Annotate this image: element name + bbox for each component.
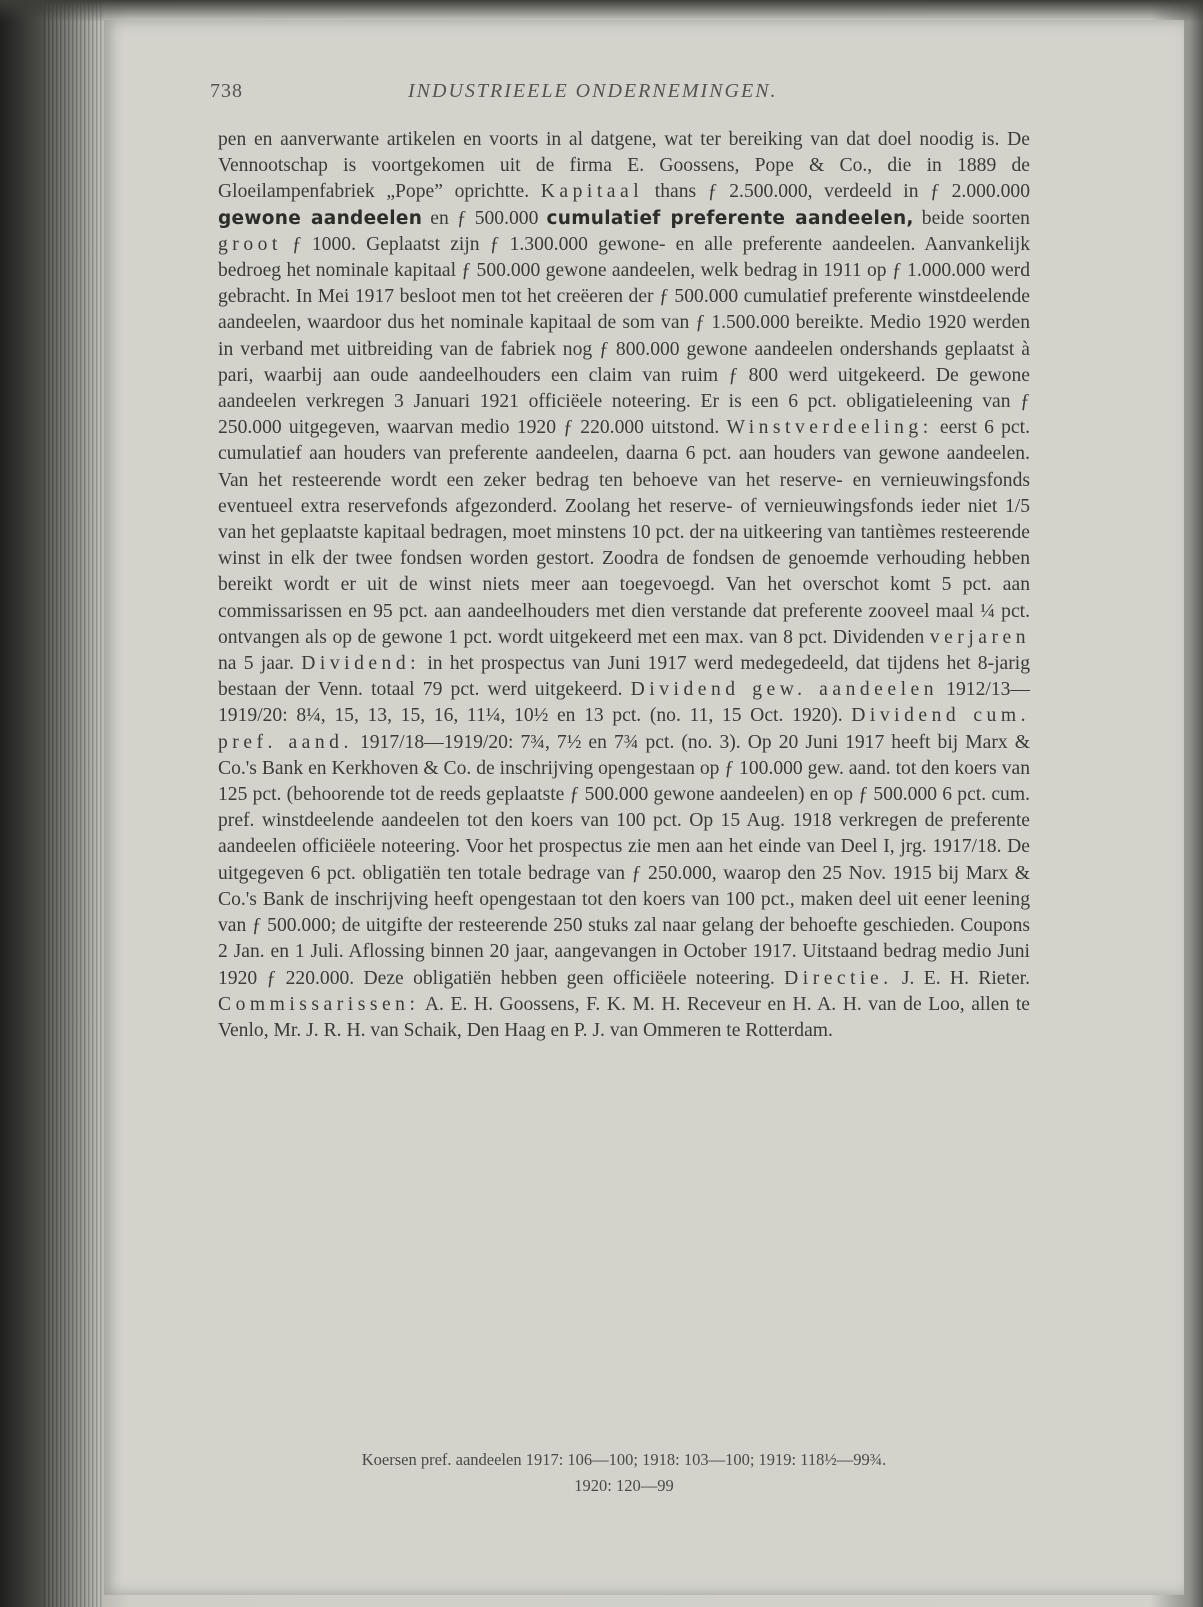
running-title: INDUSTRIEELE ONDERNEMINGEN. (408, 80, 778, 102)
bold-term-gewone-aandeelen: gewone aandeelen (218, 207, 423, 229)
text-run: J. E. H. Rieter. (892, 967, 1030, 989)
top-shadow (0, 0, 1203, 22)
spaced-term-dividend: Dividend: (301, 653, 421, 675)
text-run: eerst 6 pct. cumulatief aan houders van preferente aandeelen, daarna 6 pct. aan houders van gewone aandeelen. Van het resteerende wordt een zeker bedrag ten behoeve van het reserve- en vernieuwingsfonds eventueel extra reservefonds afgezonderd. Zoolang het reserve- of vernieuwingsfonds ieder niet 1/5 van het geplaatste kapitaal bedragen, moet minstens 10 pct. der na uitkeering van tantièmes resteerende winst in elk der twee fondsen worden gestort. Zoodra de fondsen de genoemde verhouding hebben bereikt wordt er uit de winst niets meer aan toegevoegd. Van het overschot komt 5 pct. aan commissarissen en 95 pct. aan aandeelhouders met dien verstande dat preferente zooveel maal ¼ pct. ontvangen als op de gewone 1 pct. wordt uitgekeerd met een max. van 8 pct. Dividenden (218, 417, 1030, 648)
spaced-term-dividend-gewone: Dividend gew. aandeelen (630, 679, 939, 701)
spaced-term-dividend-cum-pref: Dividend cum. pref. aand. (218, 705, 1030, 753)
body-text (218, 127, 1030, 1044)
footnote-line-2: 1920: 120—99 (574, 1476, 674, 1495)
main-paragraph (218, 127, 1030, 1044)
text-run: na 5 jaar. (218, 653, 302, 675)
text-run: in het prospectus van Juni 1917 werd medegedeeld, dat tijdens het 8-jarig bestaan der Venn. totaal 79 pct. werd uitgekeerd. (218, 653, 1031, 701)
text-run: beide soorten (913, 207, 1030, 229)
book-page-edges (44, 0, 102, 1607)
text-run: 1912/13—1919/20: 8¼, 15, 13, 15, 16, 11¼, 10½ en 13 pct. (no. 11, 15 Oct. 1920). (218, 679, 1031, 727)
page-number: 738 (210, 80, 243, 102)
spaced-term-verjaren: verjaren (929, 626, 1030, 648)
text-run: A. E. H. Goossens, F. K. M. H. Receveur en H. A. H. van de Loo, allen te Venlo, Mr. J. R. H. van Schaik, Den Haag en P. J. van Ommeren te Rotterdam. (218, 993, 1030, 1041)
page-header (210, 80, 990, 110)
spaced-term-groot: groot (218, 233, 282, 255)
bold-term-cumulatief-preferente: cumulatief preferente aandeelen, (546, 207, 914, 229)
text-run: pen en aanverwante artikelen en voorts in al datgene, wat ter bereiking van dat doel noodig is. De Vennootschap is voortgekomen uit de firma E. Goossens, Pope & Co., die in 1889 de Gloeilampenfabriek „Pope” oprichtte. (218, 129, 1030, 203)
spaced-term-commissarissen: Commissarissen: (218, 993, 420, 1015)
text-run: en ƒ 500.000 (422, 207, 547, 229)
text-run: 1917/18—1919/20: 7¾, 7½ en 7¾ pct. (no. 3). Op 20 Juni 1917 heeft bij Marx & Co.'s Bank en Kerkhoven & Co. de inschrijving opengestaan op ƒ 100.000 gew. aand. tot den koers van 125 pct. (behoorende tot de reeds geplaatste ƒ 500.000 gewone aandeelen) en op ƒ 500.000 6 pct. cum. pref. winstdeelende aandeelen tot den koers van 100 pct. Op 15 Aug. 1918 verkregen de preferente aandeelen officiëele noteering. Voor het prospectus zie men aan het einde van Deel I, jrg. 1917/18. De uitgegeven 6 pct. obligatiën ten totale bedrage van ƒ 250.000, waarop den 25 Nov. 1915 bij Marx & Co.'s Bank de inschrijving heeft opengestaan tot den koers van 100 pct., maken deel uit eener leening van ƒ 500.000; de uitgifte der resteerende 250 stuks zal naar gelang der behoefte geschieden. Coupons 2 Jan. en 1 Juli. Aflossing binnen 20 jaar, aangevangen in October 1917. Uitstaand bedrag medio Juni 1920 ƒ 220.000. Deze obligatiën hebben geen officiëele noteering. (218, 731, 1030, 989)
text-run: ƒ 1000. Geplaatst zijn ƒ 1.300.000 gewone- en alle preferente aandeelen. Aanvankelijk bedroeg het nominale kapitaal ƒ 500.000 gewone aandeelen, welk bedrag in 1911 op ƒ 1.000.000 werd gebracht. In Mei 1917 besloot men tot het creëeren der ƒ 500.000 cumulatief preferente winstdeelende aandeelen, waardoor dus het nominale kapitaal de som van ƒ 1.500.000 bereikte. Medio 1920 werden in verband met uitbreiding van de fabriek nog ƒ 800.000 gewone aandeelen ondershands geplaatst à pari, waarbij aan oude aandeelhouders een claim van ruim ƒ 800 werd uitgekeerd. De gewone aandeelen verkregen 3 Januari 1921 officiëele noteering. Er is een 6 pct. obligatieleening van ƒ 250.000 uitgegeven, waarvan medio 1920 ƒ 220.000 uitstond. (218, 233, 1030, 439)
spaced-term-winstverdeeling: Winstverdeeling: (726, 417, 933, 439)
spaced-term-kapitaal: Kapitaal (540, 181, 644, 203)
text-run: thans ƒ 2.500.000, verdeeld in ƒ 2.000.000 (643, 181, 1030, 203)
spaced-term-directie: Directie. (784, 967, 893, 989)
footnote-line-1: Koersen pref. aandeelen 1917: 106—100; 1918: 103—100; 1919: 118½—99¾. (361, 1450, 887, 1469)
footnote-koersen (218, 1447, 1030, 1499)
